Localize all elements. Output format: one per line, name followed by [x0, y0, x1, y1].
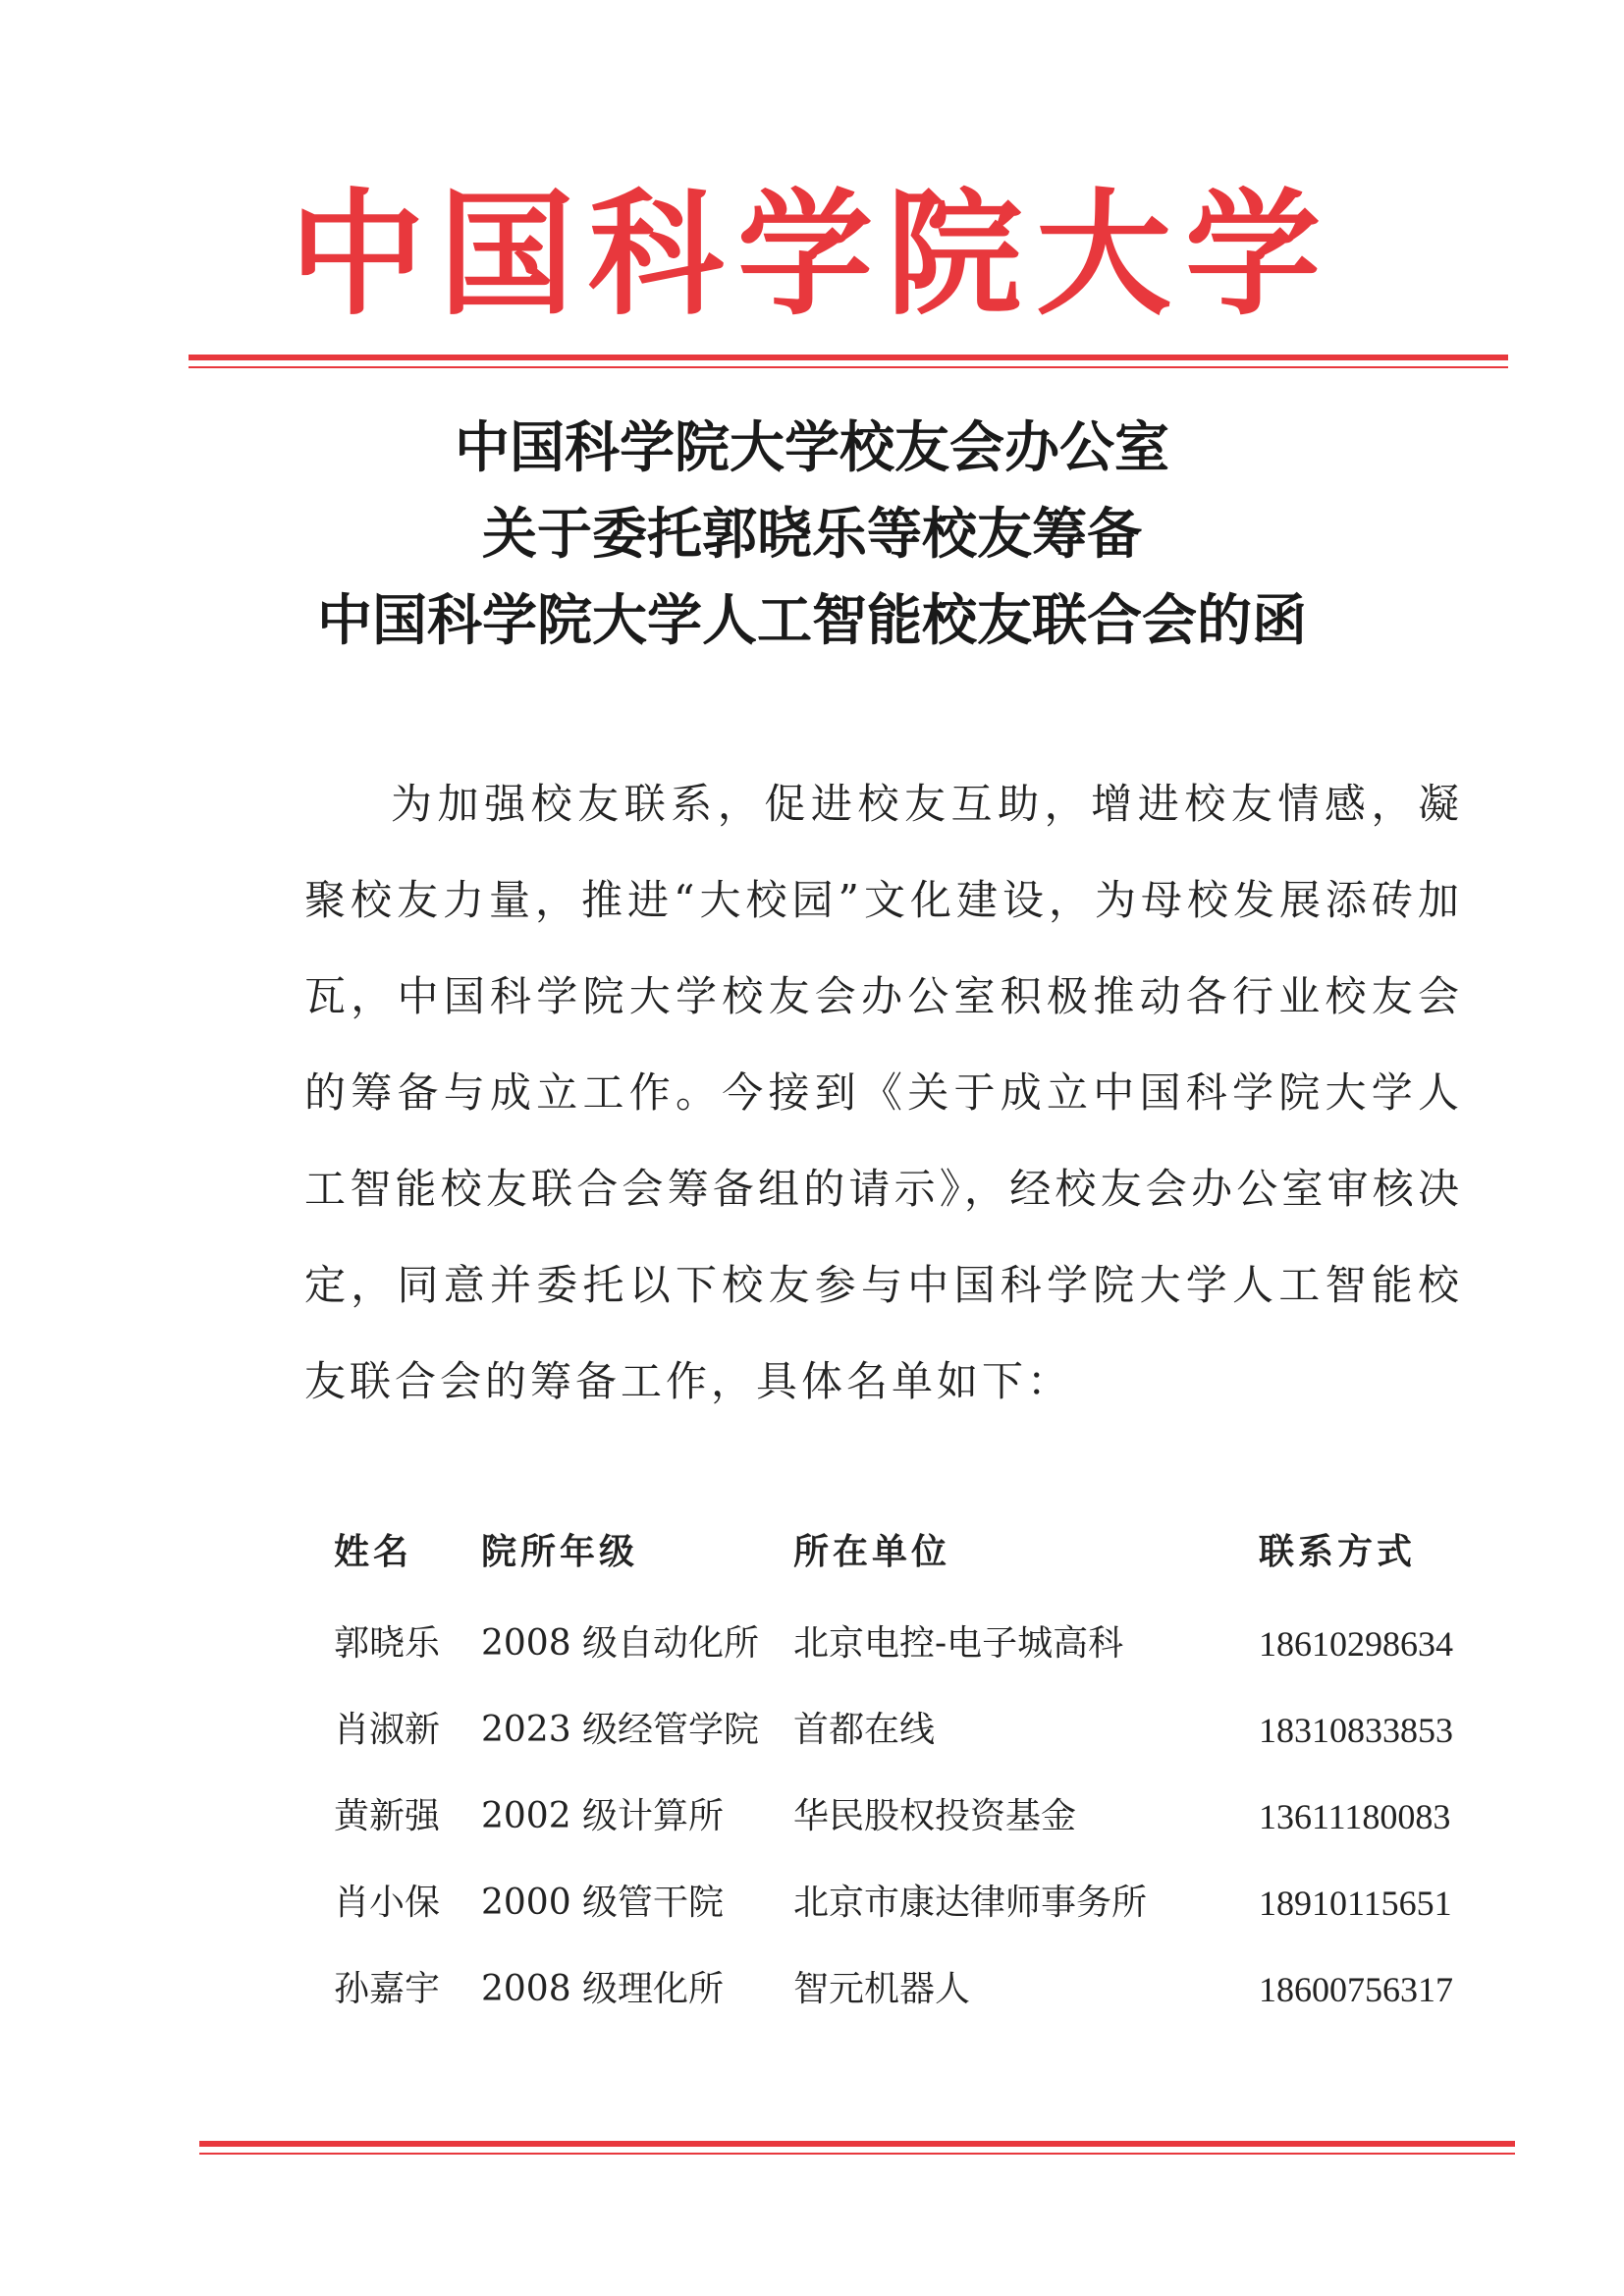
row-name: 肖小保: [334, 1883, 441, 1923]
roster-row: [334, 1601, 1492, 1687]
roster-row: [334, 1687, 1492, 1774]
row-unit: 首都在线: [793, 1710, 936, 1750]
row-phone: 13611180083: [1259, 1797, 1451, 1836]
row-name: 黄新强: [334, 1796, 441, 1836]
row-grade: 2023 级经管学院: [481, 1710, 760, 1750]
row-name: 郭晓乐: [334, 1623, 441, 1664]
header-grade: 院所年级: [481, 1531, 639, 1572]
title-line-1: 中国科学院大学校友会办公室: [455, 415, 1169, 480]
row-unit: 华民股权投资基金: [793, 1796, 1077, 1836]
row-phone: 18610298634: [1259, 1624, 1453, 1664]
title-line-2: 关于委托郭晓乐等校友筹备: [482, 502, 1142, 567]
header-name: 姓名: [334, 1531, 413, 1572]
roster-row: [334, 1946, 1492, 2033]
masthead-rule-thin: [189, 366, 1508, 368]
title-line-3: 中国科学院大学人工智能校友联合会的函: [317, 588, 1307, 653]
roster-table: [334, 1503, 1492, 2033]
roster-row: [334, 1860, 1492, 1946]
document-title: [0, 405, 1624, 664]
footer-rule-thick: [199, 2141, 1515, 2147]
row-name: 孙嘉宇: [334, 1969, 441, 2009]
row-name: 肖淑新: [334, 1710, 441, 1750]
row-unit: 北京市康达律师事务所: [793, 1883, 1148, 1923]
row-phone: 18310833853: [1259, 1711, 1453, 1750]
row-phone: 18910115651: [1259, 1884, 1452, 1923]
masthead-rule-thick: [189, 355, 1508, 360]
row-grade: 2002 级计算所: [481, 1796, 725, 1836]
row-grade: 2008 级自动化所: [481, 1623, 760, 1664]
footer-rule-thin: [199, 2153, 1515, 2155]
row-phone: 18600756317: [1259, 1970, 1453, 2009]
header-unit: 所在单位: [793, 1531, 951, 1572]
row-unit: 北京电控-电子城高科: [793, 1623, 1124, 1664]
row-grade: 2008 级理化所: [481, 1969, 725, 2009]
row-grade: 2000 级管干院: [481, 1883, 725, 1923]
roster-row: [334, 1774, 1492, 1860]
row-unit: 智元机器人: [793, 1969, 971, 2009]
header-phone: 联系方式: [1259, 1532, 1417, 1571]
masthead-title: 中国科学院大学: [289, 174, 1334, 334]
roster-header-row: [334, 1503, 1492, 1601]
body-paragraph: 为加强校友联系，促进校友互助，增进校友情感，凝聚校友力量，推进“大校园”文化建设，为母校发展添砖加瓦，中国科学院大学校友会办公室积极推动各行业校友会的筹备与成立工作。今接到《关于成立中国科学院大学人工智能校友联合会筹备组的请示》，经校友会办公室审核决定，同意并委托以下校友参与中国科学院大学人工智能校友联合会的筹备工作，具体名单如下：: [304, 780, 1463, 1405]
